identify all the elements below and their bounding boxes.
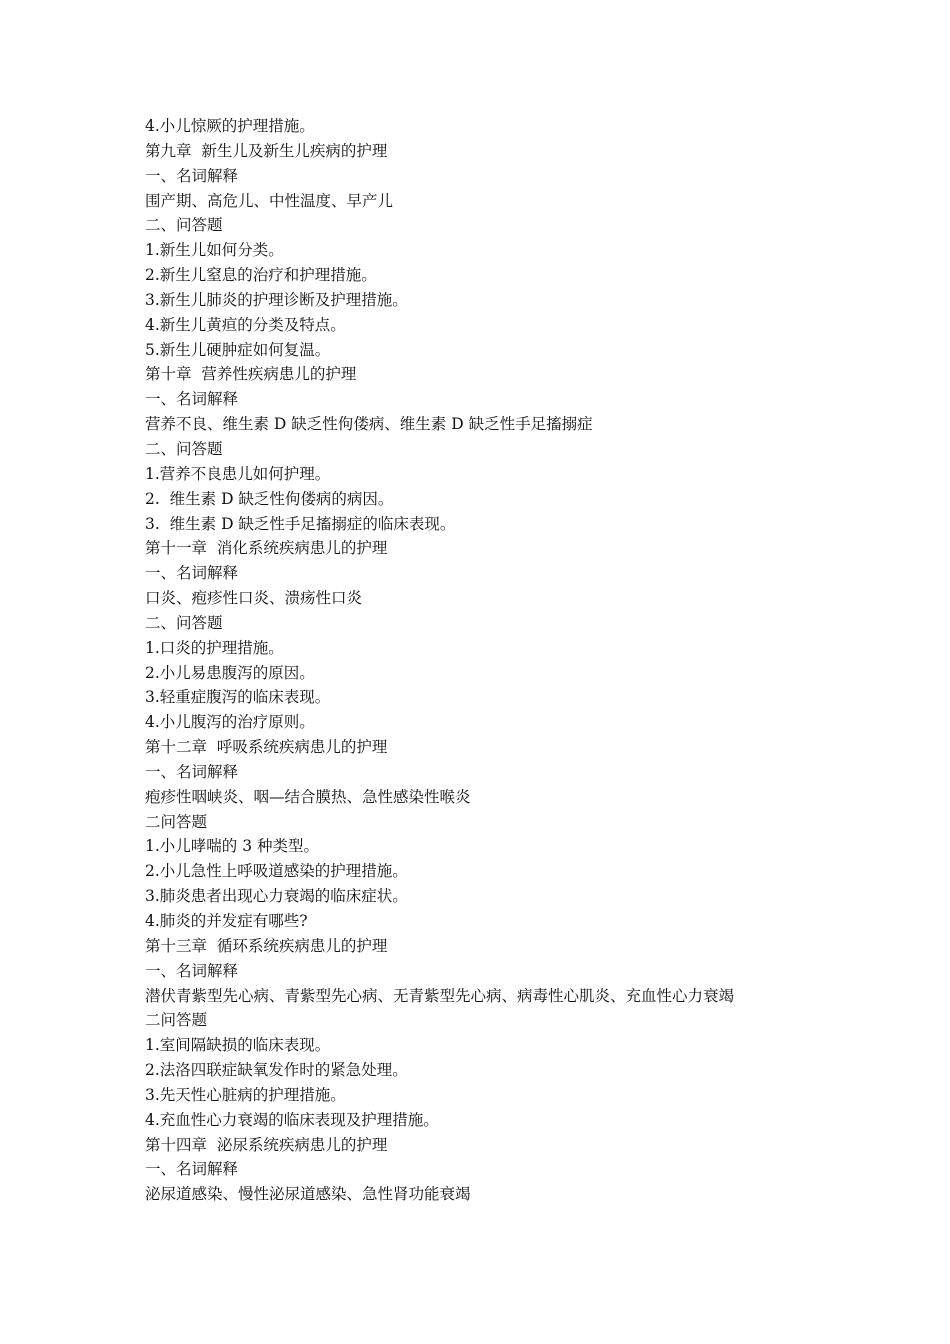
question-item: 2.法洛四联症缺氧发作时的紧急处理。 <box>145 1061 408 1080</box>
question-item: 3. 维生素 D 缺乏性手足搐搦症的临床表现。 <box>145 514 456 533</box>
question-item: 2.小儿急性上呼吸道感染的护理措施。 <box>145 862 408 881</box>
question-item: 1.营养不良患儿如何护理。 <box>145 464 331 483</box>
chapter-heading-12: 第十二章 呼吸系统疾病患儿的护理 <box>145 738 388 757</box>
section-heading: 二、问答题 <box>145 613 223 632</box>
term-list: 泌尿道感染、慢性泌尿道感染、急性肾功能衰竭 <box>145 1185 471 1204</box>
question-item: 4.新生儿黄疸的分类及特点。 <box>145 315 346 334</box>
question-item: 4.小儿腹泻的治疗原则。 <box>145 713 315 732</box>
section-heading: 二问答题 <box>145 812 208 831</box>
question-item: 4.肺炎的并发症有哪些? <box>145 912 308 930</box>
document-page <box>145 114 905 1207</box>
section-heading: 二、问答题 <box>145 216 223 235</box>
term-list: 口炎、疱疹性口炎、溃疡性口炎 <box>145 589 363 608</box>
question-item: 3.轻重症腹泻的临床表现。 <box>145 688 331 707</box>
section-heading: 一、名词解释 <box>145 762 239 781</box>
question-item: 2.新生儿窒息的治疗和护理措施。 <box>145 266 377 285</box>
term-list: 潜伏青紫型先心病、青紫型先心病、无青紫型先心病、病毒性心肌炎、充血性心力衰竭 <box>145 986 735 1005</box>
chapter-heading-14: 第十四章 泌尿系统疾病患儿的护理 <box>145 1135 388 1154</box>
chapter-heading-10: 第十章 营养性疾病患儿的护理 <box>145 365 357 384</box>
term-list: 围产期、高危儿、中性温度、早产儿 <box>145 191 394 210</box>
section-heading: 一、名词解释 <box>145 961 239 980</box>
section-heading: 一、名词解释 <box>145 564 239 583</box>
question-item: 1.新生儿如何分类。 <box>145 241 284 260</box>
section-heading: 一、名词解释 <box>145 166 239 185</box>
question-item: 1.口炎的护理措施。 <box>145 638 284 657</box>
chapter-heading-13: 第十三章 循环系统疾病患儿的护理 <box>145 936 388 955</box>
section-heading: 一、名词解释 <box>145 390 239 409</box>
section-heading: 二问答题 <box>145 1011 208 1030</box>
question-item: 1.小儿哮喘的 3 种类型。 <box>145 837 320 856</box>
question-item: 5.新生儿硬肿症如何复温。 <box>145 340 331 359</box>
section-heading: 一、名词解释 <box>145 1160 239 1179</box>
question-item: 2.小儿易患腹泻的原因。 <box>145 663 315 682</box>
term-list: 营养不良、维生素 D 缺乏性佝偻病、维生素 D 缺乏性手足搐搦症 <box>145 415 593 434</box>
question-item: 3.肺炎患者出现心力衰竭的临床症状。 <box>145 887 408 906</box>
chapter-heading-11: 第十一章 消化系统疾病患儿的护理 <box>145 539 388 558</box>
question-item: 3.新生儿肺炎的护理诊断及护理措施。 <box>145 290 408 309</box>
question-item: 1.室间隔缺损的临床表现。 <box>145 1036 331 1055</box>
question-item: 4.充血性心力衰竭的临床表现及护理措施。 <box>145 1110 439 1129</box>
term-list: 疱疹性咽峡炎、咽—结合膜热、急性感染性喉炎 <box>145 787 471 806</box>
question-item: 3.先天性心脏病的护理措施。 <box>145 1085 346 1104</box>
section-heading: 二、问答题 <box>145 439 223 458</box>
text-line-01: 4.小儿惊厥的护理措施。 <box>145 117 315 135</box>
chapter-heading-9: 第九章 新生儿及新生儿疾病的护理 <box>145 141 388 160</box>
question-item: 2. 维生素 D 缺乏性佝偻病的病因。 <box>145 489 394 508</box>
